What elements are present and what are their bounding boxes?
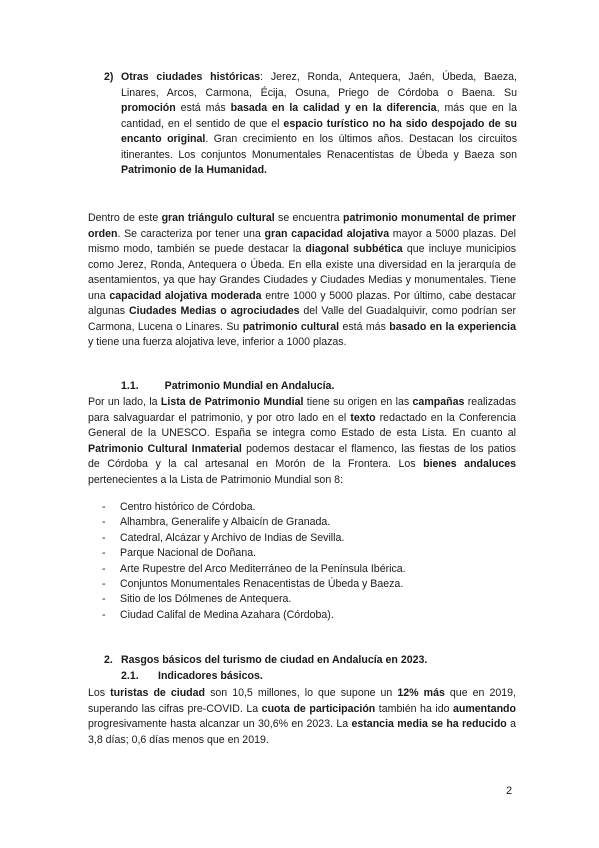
- text-run: tiene su origen en las: [303, 396, 413, 408]
- bold-text: turistas de ciudad: [110, 687, 206, 699]
- cultural-triangle-paragraph: [88, 211, 516, 351]
- bold-text: diagonal subbética: [305, 243, 403, 255]
- list-number: 2): [104, 71, 114, 83]
- text-run: . Se caracteriza por tener una: [117, 227, 265, 240]
- text-run: del Valle del Guadalquivir, como podrían ser Carmona, Lucena o Linares. Su: [88, 305, 516, 333]
- bullet-dash: -: [102, 501, 106, 513]
- bullet-dash: -: [102, 608, 106, 621]
- list-item-text: Ciudad Califal de Medina Azahara (Córdoba).: [120, 608, 334, 621]
- bold-text: aumentando: [453, 702, 516, 715]
- text-run: podemos destacar el flamenco, las fiestas de los patios de Córdoba y la cal artesanal en Morón de la Frontera. Los: [88, 442, 516, 470]
- historic-cities-paragraph: [121, 70, 517, 179]
- bold-text: promoción: [121, 102, 176, 114]
- text-run: está más: [339, 320, 390, 333]
- list-item: [102, 562, 406, 577]
- page-number: 2: [506, 785, 513, 797]
- list-item: [102, 592, 406, 607]
- heritage-list: [102, 500, 406, 623]
- bold-text: patrimonio cultural: [242, 320, 340, 333]
- list-item-text: Conjuntos Monumentales Renacentistas de Úbeda y Baeza.: [120, 577, 404, 590]
- bold-text: capacidad alojativa moderada: [109, 289, 262, 302]
- list-item: [102, 546, 406, 561]
- text-run: Los: [88, 687, 111, 699]
- list-item-text: Alhambra, Generalife y Albaicín de Granada.: [120, 516, 331, 529]
- text-run: que en 2019, superando las cifras pre-COVID. La: [88, 687, 516, 715]
- bold-text: Ciudades Medias o agrociudades: [128, 305, 300, 317]
- text-run: también ha ido: [375, 702, 453, 715]
- text-run: : Jerez, Ronda, Antequera, Jaén, Úbeda, Baeza, Linares, Arcos, Carmona, Écija, Osuna, Priego de Córdoba o Baena. Su: [121, 71, 517, 99]
- section-title: Rasgos básicos del turismo de ciudad en Andalucía en 2023.: [121, 654, 428, 666]
- bold-text: estancia media se ha reducido: [351, 718, 507, 730]
- bullet-dash: -: [102, 593, 106, 606]
- section-heading-2-1: [121, 669, 263, 685]
- bold-text: campañas: [412, 396, 465, 408]
- bold-text: texto: [350, 411, 376, 424]
- section-title: Patrimonio Mundial en Andalucía.: [164, 380, 335, 392]
- text-run: realizadas para salvaguardar el patrimonio, y por otro lado en el: [88, 396, 517, 424]
- bold-text: basado en la experiencia: [389, 320, 516, 333]
- text-run: son 10,5 millones, lo que supone un: [205, 687, 398, 699]
- bold-text: Patrimonio Cultural Inmaterial: [88, 442, 242, 455]
- list-item-text: Centro histórico de Córdoba.: [120, 501, 256, 513]
- bold-text: cuota de participación: [261, 702, 376, 715]
- text-run: entre 1000 y 5000 plazas. Por último, cabe destacar algunas: [88, 289, 516, 317]
- bold-text: gran triángulo cultural: [161, 212, 275, 224]
- text-run: mayor a 5000 plazas. Del mismo modo, también se puede destacar la: [88, 227, 516, 255]
- list-item-text: Catedral, Alcázar y Archivo de Indias de Sevilla.: [120, 531, 345, 544]
- text-run: redactado en la Conferencia General de la UNESCO. España se integra como Estado de esta Lista. En cuanto al: [88, 411, 517, 439]
- list-item: [102, 608, 406, 623]
- bold-text: 12% más: [397, 687, 445, 699]
- bold-text: basada en la calidad y en la diferencia: [230, 102, 437, 114]
- bullet-dash: -: [102, 516, 106, 529]
- bold-text: bienes andaluces: [423, 458, 516, 470]
- indicators-paragraph: [88, 686, 516, 748]
- bold-text: gran capacidad alojativa: [264, 227, 390, 240]
- list-item-text: Arte Rupestre del Arco Mediterráneo de la Península Ibérica.: [120, 562, 406, 575]
- section-heading-2: [104, 653, 427, 669]
- bullet-dash: -: [102, 531, 106, 544]
- section-number: 1.1.: [121, 380, 139, 392]
- list-item: [102, 531, 406, 546]
- bold-text: Lista de Patrimonio Mundial: [160, 396, 304, 408]
- text-run: Por un lado, la: [88, 396, 161, 408]
- text-run: progresivamente hasta alcanzar un 30,6% en 2023. La: [88, 718, 352, 730]
- list-item: [102, 577, 406, 592]
- text-run: y tiene una fuerza alojativa leve, inferior a 1000 plazas.: [88, 336, 347, 348]
- text-run: que incluye municipios como Jerez, Ronda, Antequera o Úbeda. En ella existe una diversidad en la jerarquía de asentamientos, ya que hay Grandes Ciudades y Ciudades Medias y monumentales. Tiene una: [88, 243, 517, 302]
- section-title: Indicadores básicos.: [158, 670, 263, 682]
- text-run: . Gran crecimiento en los últimos años. Destacan los circuitos itinerantes. Los conjuntos Monumentales Renacentistas de Úbeda y Baeza son: [121, 133, 517, 161]
- world-heritage-paragraph: [88, 395, 516, 488]
- bold-text: patrimonio monumental de primer orden: [88, 212, 516, 240]
- bullet-dash: -: [102, 577, 106, 590]
- section-number: 2.1.: [121, 670, 139, 682]
- text-run: Dentro de este: [88, 212, 162, 224]
- list-item: [102, 500, 406, 515]
- list-item-text: Parque Nacional de Doñana.: [120, 547, 257, 560]
- bold-text: Otras ciudades históricas: [121, 71, 261, 83]
- section-heading-1-1: [121, 379, 334, 395]
- list-item: [102, 515, 406, 530]
- bullet-dash: -: [102, 562, 106, 575]
- text-run: , más que en la cantidad, en el sentido de que el: [121, 102, 517, 130]
- bold-text: Patrimonio de la Humanidad.: [121, 164, 267, 176]
- text-run: a 3,8 días; 0,6 días menos que en 2019.: [88, 718, 516, 746]
- bold-text: espacio turístico no ha sido despojado de su encanto original: [121, 117, 517, 145]
- section-number: 2.: [104, 654, 113, 666]
- list-item-text: Sitio de los Dólmenes de Antequera.: [120, 593, 292, 606]
- bullet-dash: -: [102, 547, 106, 560]
- text-run: se encuentra: [274, 212, 343, 224]
- text-run: pertenecientes a la Lista de Patrimonio Mundial son 8:: [88, 473, 343, 486]
- text-run: está más: [175, 102, 231, 114]
